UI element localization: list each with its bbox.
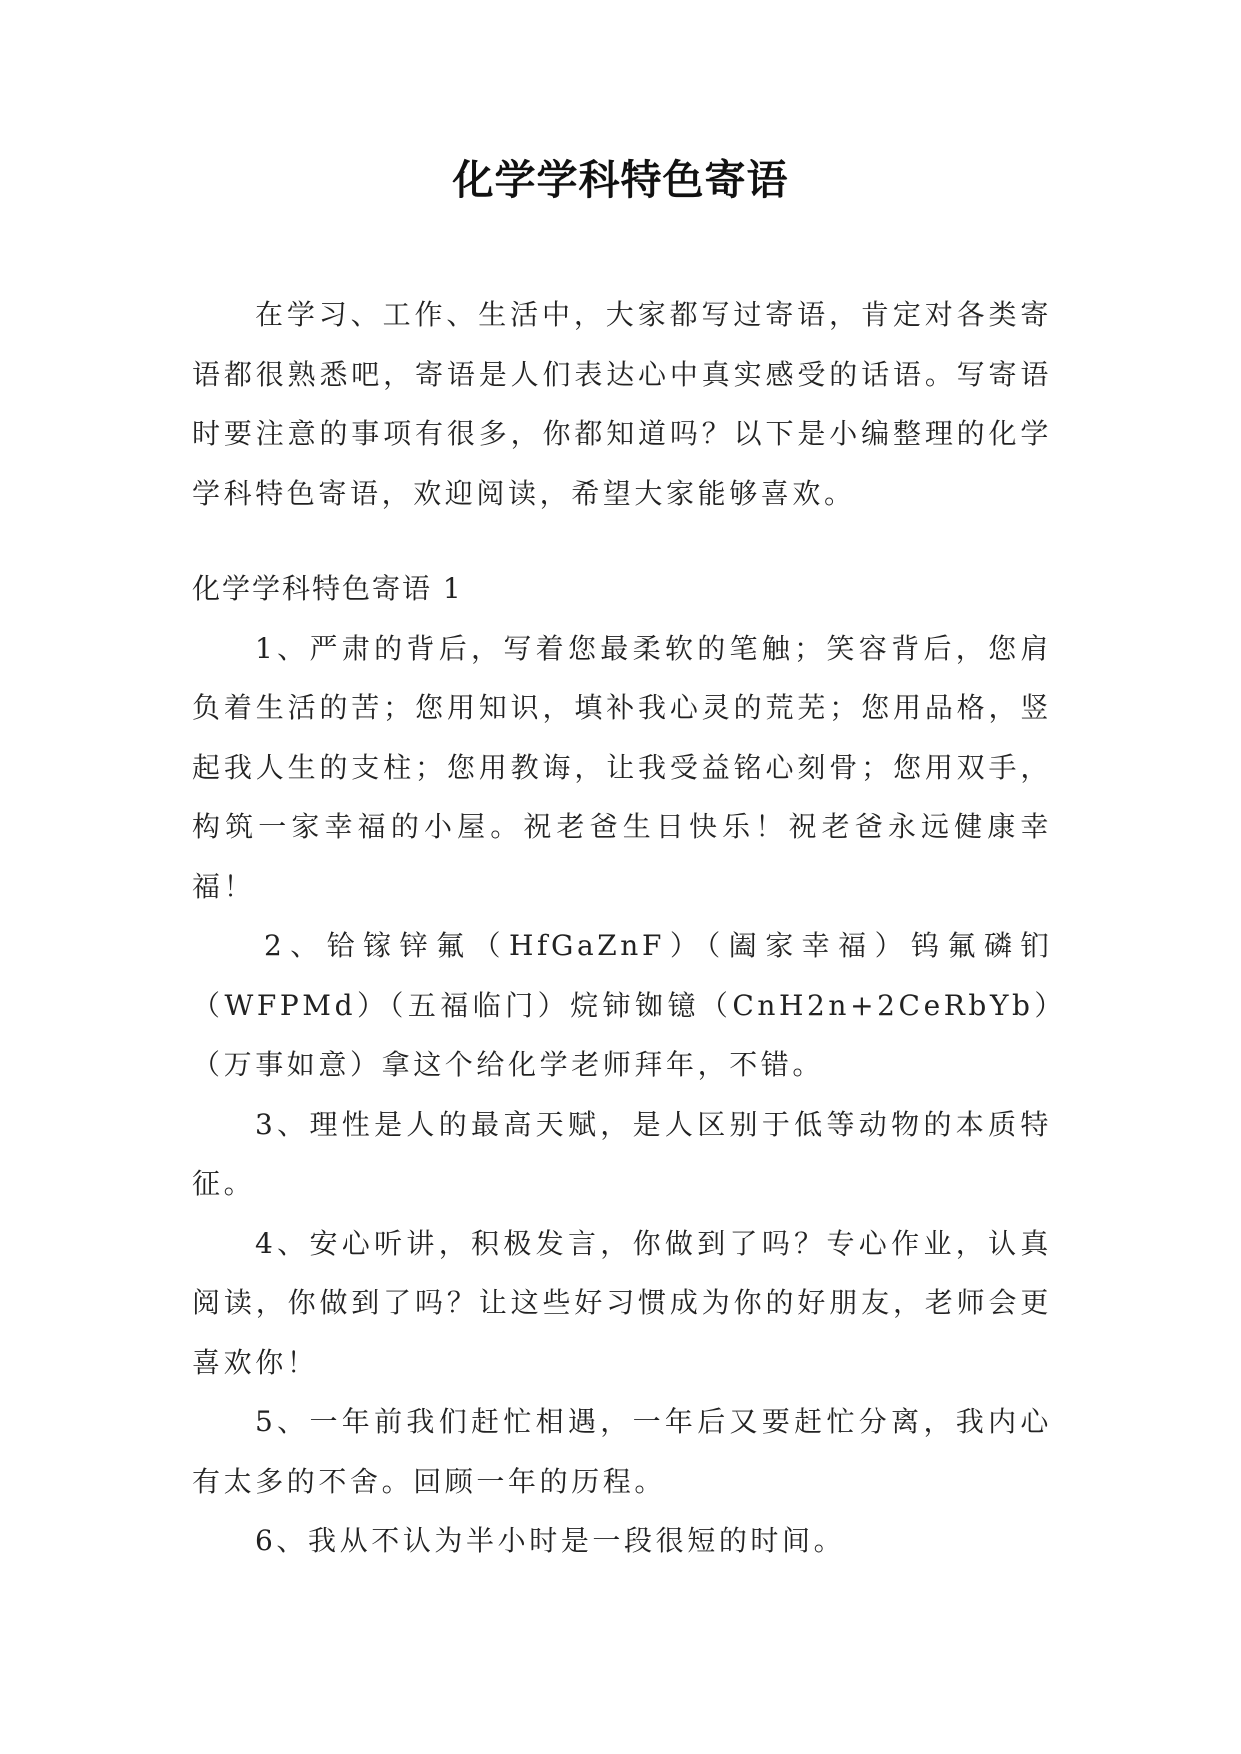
- intro-paragraph: 在学习、工作、生活中，大家都写过寄语，肯定对各类寄语都很熟悉吧，寄语是人们表达心中真实感受的话语。写寄语时要注意的事项有很多，你都知道吗？以下是小编整理的化学学科特色寄语，欢迎阅读，希望大家能够喜欢。: [192, 298, 1052, 510]
- section-heading: 化学学科特色寄语 1: [192, 572, 463, 605]
- list-item: 2、铪镓锌氟（HfGaZnF）（阖家幸福）钨氟磷钔（WFPMd）（五福临门）烷铈铷镱（CnH2n+2CeRbYb）（万事如意）拿这个给化学老师拜年，不错。: [192, 929, 1052, 1081]
- list-item: 1、严肃的背后，写着您最柔软的笔触；笑容背后，您肩负着生活的苦；您用知识，填补我心灵的荒芜；您用品格，竖起我人生的支柱；您用教诲，让我受益铭心刻骨；您用双手，构筑一家幸福的小屋。祝老爸生日快乐！祝老爸永远健康幸福！: [192, 631, 1052, 903]
- list-item: 6、我从不认为半小时是一段很短的时间。: [255, 1524, 846, 1557]
- list-item: 3、理性是人的最高天赋，是人区别于低等动物的本质特征。: [192, 1107, 1052, 1200]
- list-item: 5、一年前我们赶忙相遇，一年后又要赶忙分离，我内心有太多的不舍。回顾一年的历程。: [192, 1405, 1052, 1498]
- page-title: 化学学科特色寄语: [452, 156, 789, 204]
- document-body: [192, 285, 1052, 1571]
- paragraph-gap: [192, 523, 1052, 559]
- list-item: 4、安心听讲，积极发言，你做到了吗？专心作业，认真阅读，你做到了吗？让这些好习惯成为你的好朋友，老师会更喜欢你！: [192, 1226, 1052, 1379]
